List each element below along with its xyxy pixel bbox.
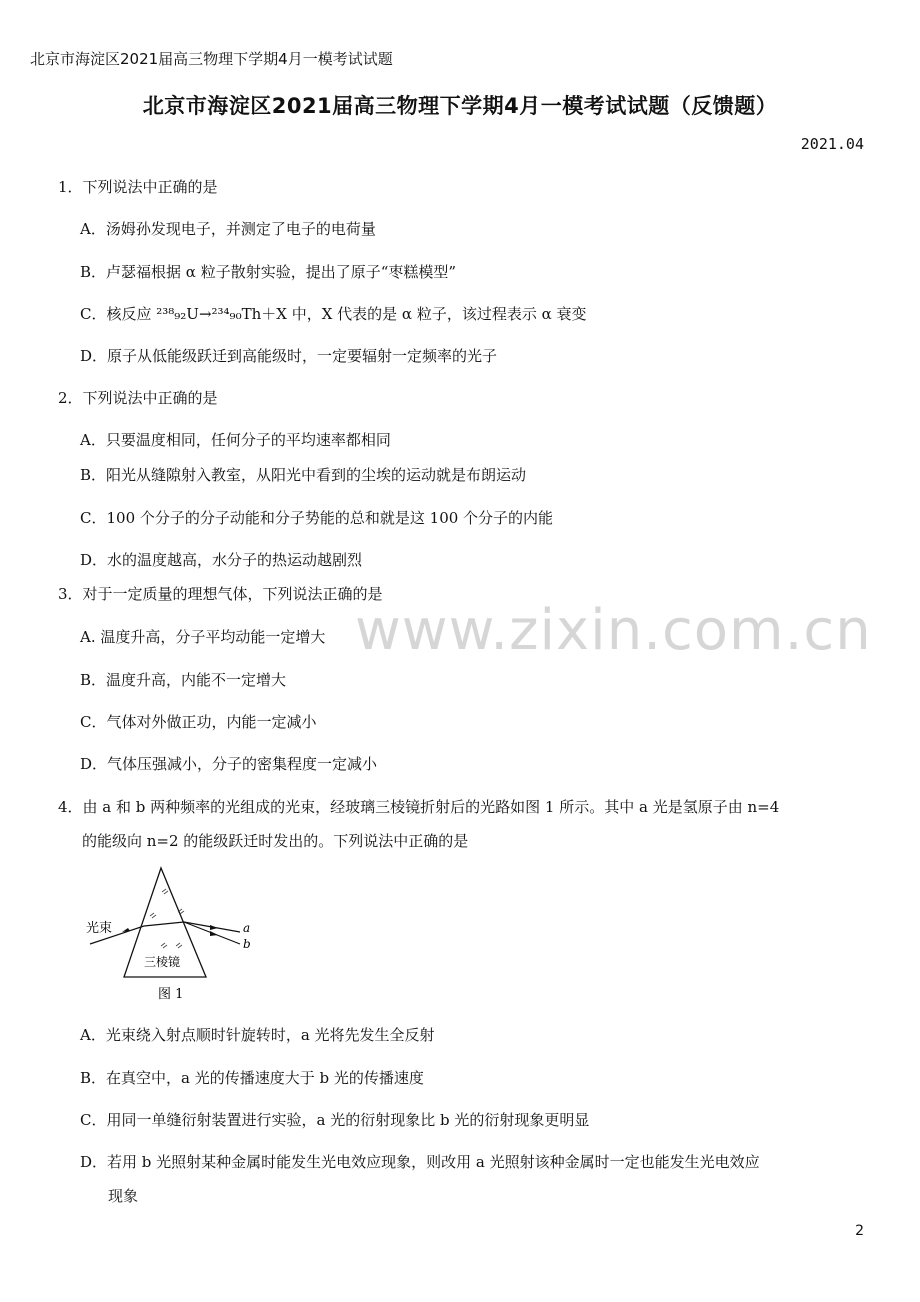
glass-hatching <box>150 889 184 948</box>
running-header: 北京市海淀区2021届高三物理下学期4月一模考试试题 <box>30 50 393 68</box>
prism-label: 三棱镜 <box>144 955 181 969</box>
watermark: www.zixin.com.cn <box>355 598 872 663</box>
question-3-stem: 3．对于一定质量的理想气体，下列说法正确的是 <box>58 585 383 603</box>
question-4-stem-line2: 的能级向 n=2 的能级跃迁时发出的。下列说法中正确的是 <box>82 832 469 850</box>
question-2-option-d: D．水的温度越高，水分子的热运动越剧烈 <box>80 551 363 569</box>
question-4-option-d-line2: 现象 <box>108 1187 139 1205</box>
question-2-stem: 2．下列说法中正确的是 <box>58 389 218 407</box>
prism-diagram <box>84 862 264 1010</box>
question-4-option-b: B．在真空中，a 光的传播速度大于 b 光的传播速度 <box>80 1069 424 1087</box>
question-2-option-a: A．只要温度相同，任何分子的平均速率都相同 <box>80 431 391 449</box>
question-3-option-c: C．气体对外做正功，内能一定减小 <box>80 713 317 731</box>
question-1-stem: 1．下列说法中正确的是 <box>58 178 218 196</box>
question-3-option-a: A. 温度升高，分子平均动能一定增大 <box>80 628 326 646</box>
question-4-option-d: D．若用 b 光照射某种金属时能发生光电效应现象，则改用 a 光照射该种金属时一定也能发生光电效应 <box>80 1153 760 1171</box>
question-4-stem-line1: 4．由 a 和 b 两种频率的光组成的光束，经玻璃三棱镜折射后的光路如图 1 所示。其中 a 光是氢原子由 n=4 <box>58 798 780 816</box>
question-1-option-c: C．核反应 ²³⁸₉₂U→²³⁴₉₀Th＋X 中，X 代表的是 α 粒子，该过程表示 α 衰变 <box>80 305 587 323</box>
document-title: 北京市海淀区2021届高三物理下学期4月一模考试试题（反馈题） <box>142 94 778 118</box>
ray-a-label: a <box>243 921 251 935</box>
question-4-option-a: A．光束绕入射点顺时针旋转时，a 光将先发生全反射 <box>80 1026 435 1044</box>
ray-b-label: b <box>243 937 251 951</box>
question-1-option-d: D．原子从低能级跃迁到高能级时，一定要辐射一定频率的光子 <box>80 347 498 365</box>
internal-ray <box>144 922 184 926</box>
question-4-option-c: C．用同一单缝衍射装置进行实验，a 光的衍射现象比 b 光的衍射现象更明显 <box>80 1111 590 1129</box>
question-1-option-b: B．卢瑟福根据 α 粒子散射实验，提出了原子“枣糕模型” <box>80 263 457 281</box>
question-1-option-a: A．汤姆孙发现电子，并测定了电子的电荷量 <box>80 220 376 238</box>
question-3-option-b: B．温度升高，内能不一定增大 <box>80 671 287 689</box>
question-2-option-c: C．100 个分子的分子动能和分子势能的总和就是这 100 个分子的内能 <box>80 509 554 527</box>
figure-caption: 图 1 <box>158 987 184 1002</box>
document-date: 2021.04 <box>800 135 864 153</box>
beam-label: 光束 <box>86 921 113 936</box>
question-2-option-b: B．阳光从缝隙射入教室，从阳光中看到的尘埃的运动就是布朗运动 <box>80 466 527 484</box>
page-number: 2 <box>855 1223 864 1239</box>
question-3-option-d: D．气体压强减小，分子的密集程度一定减小 <box>80 755 378 773</box>
